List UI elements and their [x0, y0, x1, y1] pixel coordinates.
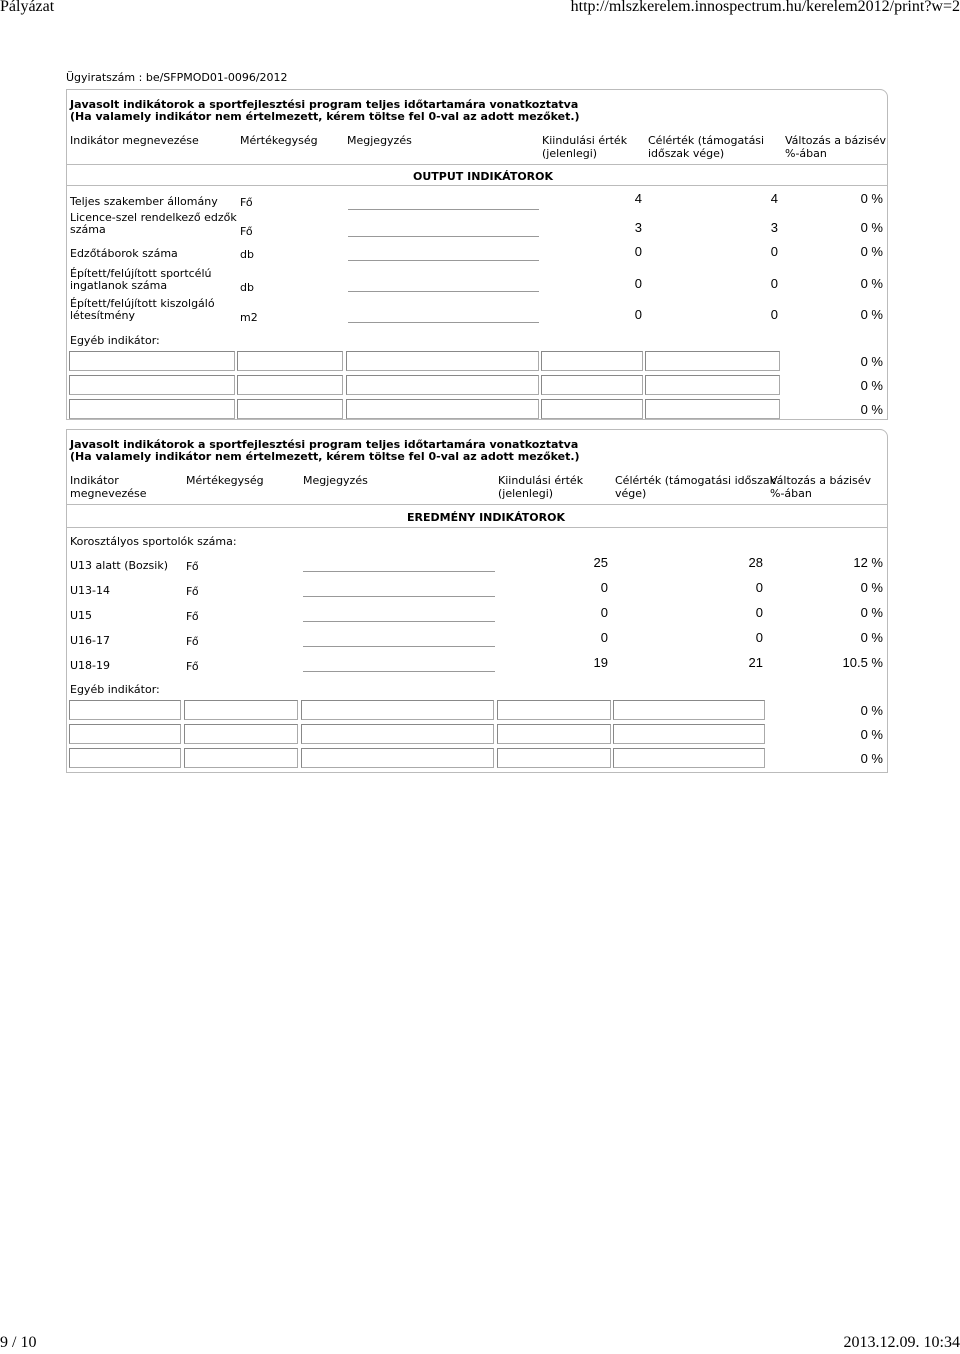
other-target-input[interactable]	[613, 724, 765, 744]
indicator-unit: m2	[240, 311, 258, 324]
change-value: 0 %	[860, 580, 883, 595]
target-value[interactable]: 0	[755, 605, 763, 620]
change-value: 0 %	[860, 354, 883, 369]
change-value: 0 %	[860, 703, 883, 718]
change-value: 0 %	[860, 630, 883, 645]
other-target-input[interactable]	[645, 351, 780, 371]
base-value[interactable]: 19	[593, 655, 608, 670]
col-header-change-line2: %-ában	[770, 487, 812, 500]
other-name-input[interactable]	[69, 351, 235, 371]
col-header-target-line1: Célérték (támogatási	[648, 134, 765, 147]
result-indicators-section	[66, 429, 888, 773]
col-header-base-line1: Kiindulási érték	[498, 474, 584, 487]
table-row	[67, 576, 887, 598]
col-header-target-line2: vége)	[615, 487, 647, 500]
col-header-unit: Mértékegység	[240, 134, 318, 147]
col-header-target	[648, 134, 764, 160]
other-unit-input[interactable]	[184, 700, 298, 720]
base-value[interactable]: 0	[634, 276, 642, 291]
col-header-base-line2: (jelenlegi)	[542, 147, 598, 160]
indicator-name-line1: Licence-szel rendelkező edzők	[70, 211, 237, 224]
col-header-unit: Mértékegység	[186, 474, 264, 487]
print-timestamp: 2013.12.09. 10:34	[843, 1334, 960, 1351]
col-header-base-line2: (jelenlegi)	[498, 487, 554, 500]
col-header-change-line1: Változás a bázisév	[785, 134, 887, 147]
target-value[interactable]: 28	[748, 555, 763, 570]
indicator-name: U16-17	[70, 634, 111, 647]
other-base-input[interactable]	[541, 351, 643, 371]
other-target-input[interactable]	[613, 748, 765, 768]
col-header-base	[542, 134, 627, 160]
other-indicator-row	[67, 397, 887, 419]
other-target-input[interactable]	[645, 375, 780, 395]
note-field[interactable]	[303, 605, 495, 622]
other-indicator-row	[67, 746, 887, 768]
table-row	[67, 551, 887, 573]
col-header-name: Indikátor megnevezése	[70, 134, 199, 147]
col-header-name	[70, 474, 147, 500]
other-base-input[interactable]	[497, 748, 611, 768]
other-unit-input[interactable]	[237, 399, 343, 419]
change-value: 0 %	[860, 244, 883, 259]
page-number: 9 / 10	[0, 1334, 37, 1351]
table-row	[67, 265, 887, 293]
indicator-name: Edzőtáborok száma	[70, 247, 178, 260]
target-value[interactable]: 0	[755, 580, 763, 595]
base-value[interactable]: 0	[634, 307, 642, 322]
print-header-title: Pályázat	[0, 0, 55, 15]
indicator-name: Teljes szakember állomány	[70, 195, 218, 208]
other-note-input[interactable]	[346, 351, 539, 371]
band-label: EREDMÉNY INDIKÁTOROK	[407, 511, 565, 524]
section-subtitle: (Ha valamely indikátor nem értelmezett, kérem töltse fel 0-val az adott mezőket.)	[70, 450, 580, 463]
other-unit-input[interactable]	[184, 748, 298, 768]
change-value: 0 %	[860, 402, 883, 417]
indicator-name-line1: Épített/felújított kiszolgáló	[70, 297, 215, 310]
change-value: 0 %	[860, 605, 883, 620]
indicator-name: U15	[70, 609, 93, 622]
col-header-target-line1: Célérték (támogatási időszak	[615, 474, 776, 487]
note-field[interactable]	[303, 555, 495, 572]
section-title: Javasolt indikátorok a sportfejlesztési program teljes időtartamára vonatkoztatva	[70, 98, 579, 111]
col-header-change-line2: %-ában	[785, 147, 827, 160]
other-note-input[interactable]	[301, 748, 494, 768]
change-value: 0 %	[860, 378, 883, 393]
indicator-name	[70, 298, 215, 322]
table-row	[67, 296, 887, 324]
target-value[interactable]: 0	[770, 307, 778, 322]
note-field[interactable]	[348, 306, 539, 323]
base-value[interactable]: 0	[634, 244, 642, 259]
indicator-unit: Fő	[186, 610, 199, 623]
indicator-name-line1: Épített/felújított sportcélú	[70, 267, 212, 280]
indicator-unit: Fő	[186, 560, 199, 573]
table-row	[67, 242, 887, 262]
other-indicator-label: Egyéb indikátor:	[70, 334, 160, 347]
target-value[interactable]: 4	[770, 191, 778, 206]
change-value: 10.5 %	[842, 655, 883, 670]
other-unit-input[interactable]	[184, 724, 298, 744]
indicator-name-line2: ingatlanok száma	[70, 279, 168, 292]
document-id: Ügyiratszám : be/SFPMOD01-0096/2012	[66, 71, 288, 84]
indicator-name-line2: száma	[70, 223, 106, 236]
note-field[interactable]	[303, 630, 495, 647]
indicator-unit: Fő	[186, 635, 199, 648]
indicator-unit: Fő	[186, 585, 199, 598]
result-band	[67, 504, 887, 528]
other-note-input[interactable]	[301, 724, 494, 744]
col-header-target	[615, 474, 776, 500]
band-label: OUTPUT INDIKÁTOROK	[413, 170, 554, 183]
section-subtitle: (Ha valamely indikátor nem értelmezett, kérem töltse fel 0-val az adott mezőket.)	[70, 110, 580, 123]
indicator-name: U13 alatt (Bozsik)	[70, 559, 168, 572]
change-value: 0 %	[860, 307, 883, 322]
other-target-input[interactable]	[645, 399, 780, 419]
base-value[interactable]: 0	[600, 605, 608, 620]
group-label: Korosztályos sportolók száma:	[70, 535, 237, 548]
indicator-name	[70, 268, 211, 292]
other-unit-input[interactable]	[237, 375, 343, 395]
target-value[interactable]: 21	[748, 655, 763, 670]
indicator-unit: Fő	[240, 225, 253, 238]
other-base-input[interactable]	[497, 700, 611, 720]
indicator-unit: Fő	[240, 196, 253, 209]
print-header-url: http://mlszkerelem.innospectrum.hu/kerelem2012/print?w=2	[570, 0, 960, 15]
col-header-note: Megjegyzés	[347, 134, 412, 147]
other-note-input[interactable]	[301, 700, 494, 720]
col-header-name-line1: Indikátor	[70, 474, 119, 487]
indicator-name: U13-14	[70, 584, 111, 597]
col-header-note: Megjegyzés	[303, 474, 368, 487]
other-indicator-row	[67, 373, 887, 395]
indicator-unit: Fő	[186, 660, 199, 673]
col-header-target-line2: időszak vége)	[648, 147, 725, 160]
output-band	[67, 164, 887, 186]
change-value: 0 %	[860, 220, 883, 235]
target-value[interactable]: 0	[770, 276, 778, 291]
note-field[interactable]	[348, 193, 539, 210]
other-unit-input[interactable]	[237, 351, 343, 371]
indicator-unit: db	[240, 248, 254, 261]
section-title: Javasolt indikátorok a sportfejlesztési program teljes időtartamára vonatkoztatva	[70, 438, 579, 451]
table-row	[67, 210, 887, 238]
table-row	[67, 601, 887, 623]
table-row	[67, 626, 887, 648]
output-indicators-section	[66, 89, 888, 420]
change-value: 0 %	[860, 276, 883, 291]
base-value[interactable]: 0	[600, 630, 608, 645]
base-value[interactable]: 3	[634, 220, 642, 235]
col-header-change-line1: Változás a bázisév	[770, 474, 872, 487]
other-base-input[interactable]	[497, 724, 611, 744]
target-value[interactable]: 3	[770, 220, 778, 235]
other-name-input[interactable]	[69, 748, 181, 768]
change-value: 0 %	[860, 727, 883, 742]
other-indicator-row	[67, 349, 887, 371]
other-note-input[interactable]	[346, 399, 539, 419]
other-base-input[interactable]	[541, 399, 643, 419]
indicator-name: U18-19	[70, 659, 111, 672]
other-indicator-label: Egyéb indikátor:	[70, 683, 160, 696]
table-row	[67, 651, 887, 673]
indicator-unit: db	[240, 281, 254, 294]
other-name-input[interactable]	[69, 700, 181, 720]
change-value: 0 %	[860, 191, 883, 206]
target-value[interactable]: 0	[755, 630, 763, 645]
other-name-input[interactable]	[69, 375, 235, 395]
note-field[interactable]	[303, 580, 495, 597]
change-value: 12 %	[853, 555, 883, 570]
indicator-name-line2: létesítmény	[70, 309, 135, 322]
change-value: 0 %	[860, 751, 883, 766]
indicator-name	[70, 212, 237, 236]
col-header-base-line1: Kiindulási érték	[542, 134, 628, 147]
other-indicator-row	[67, 698, 887, 720]
col-header-base	[498, 474, 583, 500]
note-field[interactable]	[303, 655, 495, 672]
other-indicator-row	[67, 722, 887, 744]
col-header-change	[770, 474, 871, 500]
other-target-input[interactable]	[613, 700, 765, 720]
table-row	[67, 191, 887, 211]
col-header-change	[785, 134, 886, 160]
note-field[interactable]	[348, 220, 539, 237]
other-name-input[interactable]	[69, 724, 181, 744]
other-base-input[interactable]	[541, 375, 643, 395]
target-value[interactable]: 0	[770, 244, 778, 259]
note-field[interactable]	[348, 275, 539, 292]
col-header-name-line2: megnevezése	[70, 487, 147, 500]
base-value[interactable]: 4	[634, 191, 642, 206]
base-value[interactable]: 25	[593, 555, 608, 570]
other-note-input[interactable]	[346, 375, 539, 395]
base-value[interactable]: 0	[600, 580, 608, 595]
other-name-input[interactable]	[69, 399, 235, 419]
note-field[interactable]	[348, 244, 539, 261]
